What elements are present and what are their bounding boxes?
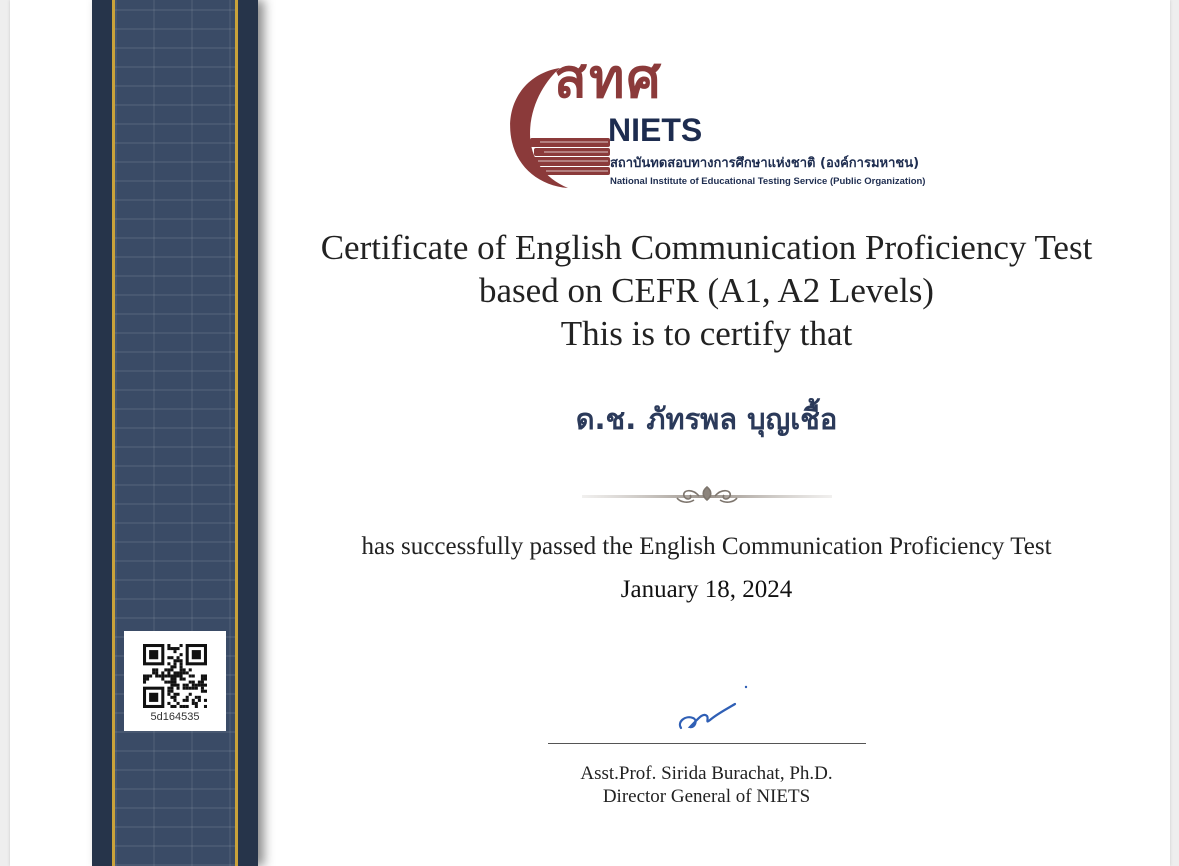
logo-thai-name: สถาบันทดสอบทางการศึกษาแห่งชาติ (องค์การมหาชน) xyxy=(610,156,920,171)
band-edge-left xyxy=(92,0,112,866)
band-edge-right xyxy=(238,0,258,866)
signatory-position: Director General of NIETS xyxy=(602,786,811,807)
niets-logo xyxy=(500,47,926,195)
signatory-name: Asst.Prof. Sirida Burachat, Ph.D. xyxy=(580,763,833,784)
certificate-page xyxy=(10,0,1170,866)
signature-icon xyxy=(665,682,765,734)
logo-thai-mark: สทศ xyxy=(554,47,663,110)
certificate-title xyxy=(258,226,1155,312)
qr-code-icon xyxy=(143,644,207,708)
passed-statement: has successfully passed the English Communication Proficiency Test xyxy=(361,533,1052,560)
logo-english-name: National Institute of Educational Testing Service (Public Organization) xyxy=(610,176,926,187)
title-line-2: based on CEFR (A1, A2 Levels) xyxy=(479,271,934,310)
logo-abbreviation: NIETS xyxy=(608,112,703,148)
issue-date: January 18, 2024 xyxy=(620,576,793,603)
ornamental-divider-icon xyxy=(582,480,832,510)
certify-line: This is to certify that xyxy=(560,314,853,353)
signature-line xyxy=(548,743,866,744)
recipient-name: ด.ช. ภัทรพล บุญเชื้อ xyxy=(575,402,838,436)
verification-code: 5d164535 xyxy=(150,711,200,723)
decorative-side-band xyxy=(92,0,258,866)
band-pattern xyxy=(115,0,235,866)
verification-qr-box xyxy=(124,631,226,731)
title-line-1: Certificate of English Communication Proficiency Test xyxy=(320,228,1093,267)
